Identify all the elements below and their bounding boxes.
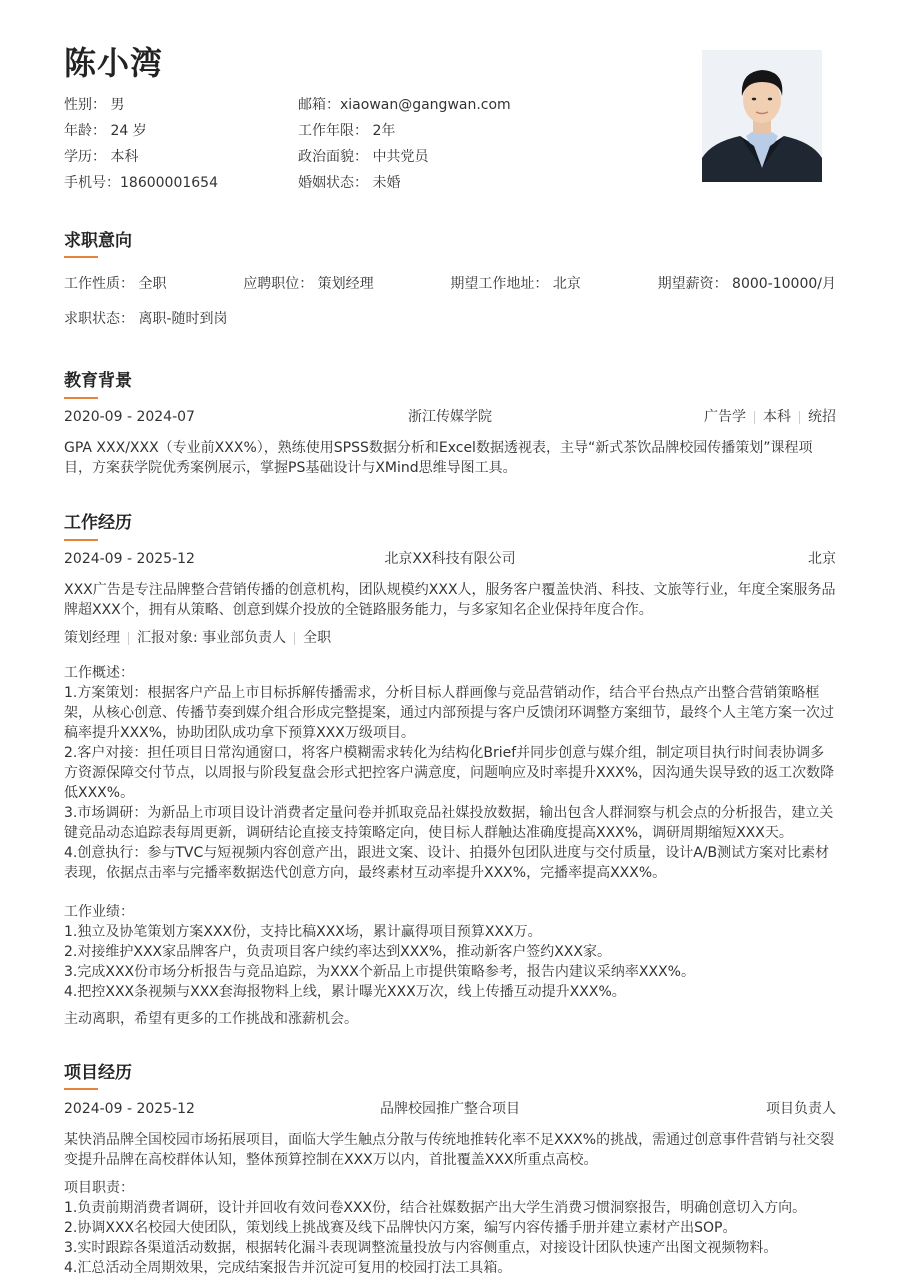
project-role: 项目负责人 [766, 1101, 836, 1117]
expected-salary: 期望薪资： 8000-10000/月 [657, 276, 836, 292]
project-row [64, 1099, 836, 1119]
section-title-education: 教育背景 [64, 371, 132, 391]
section-underline [64, 539, 98, 541]
marital-status: 婚姻状态： 未婚 [298, 175, 401, 191]
project-description: 某快消品牌全国校园市场拓展项目，面临大学生触点分散与传统地推转化率不足XXX%的挑战，需通过创意事件营销与社交裂变提升品牌在高校群体认知，整体预算控制在XXX万以内，首批覆盖XXX所重点高校。 [64, 1132, 835, 1168]
candidate-name: 陈小湾 [64, 44, 164, 82]
divider [799, 411, 800, 424]
result-item: 1.独立及协笔策划方案XXX份，支持比稿XXX场，累计赢得项目预算XXX万。 [64, 924, 542, 940]
job-status: 求职状态： 离职-随时到岗 [64, 311, 228, 327]
school-name: 浙江传媒学院 [408, 409, 492, 425]
results-label: 工作业绩： [64, 904, 134, 920]
gender: 性别： 男 [64, 97, 125, 113]
divider [754, 411, 755, 424]
duties-label: 项目职责： [64, 1180, 134, 1196]
work-overview [64, 663, 836, 883]
profile-photo [702, 50, 822, 182]
report-to: 汇报对象: 事业部负责人 [137, 630, 287, 646]
work-years: 工作年限： 2年 [298, 123, 396, 139]
education-level: 学历： 本科 [64, 149, 139, 165]
section-title-work: 工作经历 [64, 513, 132, 533]
education-date: 2020-09 - 2024-07 [64, 409, 195, 425]
intent-row [64, 273, 836, 293]
project-date: 2024-09 - 2025-12 [64, 1101, 195, 1117]
portrait-image [702, 50, 822, 182]
info-row [64, 173, 624, 199]
section-underline [64, 256, 98, 258]
expected-location: 期望工作地址： 北京 [450, 276, 581, 292]
study-mode: 统招 [808, 409, 836, 425]
work-role: 策划经理 [64, 630, 120, 646]
work-city: 北京 [808, 551, 836, 567]
job-type: 工作性质： 全职 [64, 276, 167, 292]
overview-label: 工作概述： [64, 665, 134, 681]
result-item: 2.对接维护XXX家品牌客户，负责项目客户续约率达到XXX%，推动新客户签约XXX家。 [64, 944, 611, 960]
info-row [64, 95, 624, 121]
info-row [64, 121, 624, 147]
duty-item: 3.实时跟踪各渠道活动数据，根据转化漏斗表现调整流量投放与内容侧重点，对接设计团队快速产出图文视频物料。 [64, 1240, 778, 1256]
result-item: 4.把控XXX条视频与XXX套海报物料上线，累计曝光XXX万次，线上传播互动提升XXX%。 [64, 984, 626, 1000]
applied-position: 应聘职位： 策划经理 [243, 276, 374, 292]
duty-item: 4.汇总活动全周期效果，完成结案报告并沉淀可复用的校园打法工具箱。 [64, 1260, 512, 1275]
email: 邮箱：xiaowan@gangwan.com [298, 97, 511, 113]
work-tags [64, 628, 331, 648]
education-meta [704, 407, 836, 427]
project-name: 品牌校园推广整合项目 [380, 1101, 520, 1117]
age: 年龄： 24 岁 [64, 123, 147, 139]
divider [294, 632, 295, 645]
result-item: 3.完成XXX份市场分析报告与竞品追踪，为XXX个新品上市提供策略参考，报告内建议采纳率XXX%。 [64, 964, 695, 980]
section-underline [64, 397, 98, 399]
duty-item: 2.协调XXX名校园大使团队，策划线上挑战赛及线下品牌快闪方案，编写内容传播手册并建立素材产出SOP。 [64, 1220, 737, 1236]
education-description: GPA XXX/XXX（专业前XXX%），熟练使用SPSS数据分析和Excel数据透视表，主导“新式茶饮品牌校园传播策划”课程项目，方案获学院优秀案例展示，掌握PS基础设计与XMind思维导图工具。 [64, 440, 813, 476]
divider [128, 632, 129, 645]
info-row [64, 147, 624, 173]
leave-reason: 主动离职，希望有更多的工作挑战和涨薪机会。 [64, 1011, 358, 1027]
employment-type: 全职 [303, 630, 332, 646]
duty-item: 1.负责前期消费者调研，设计并回收有效问卷XXX份，结合社媒数据产出大学生消费习惯洞察报告，明确创意切入方向。 [64, 1200, 807, 1216]
overview-item: 1.方案策划：根据客户产品上市目标拆解传播需求，分析目标人群画像与竞品营销动作，结合平台热点产出整合营销策略框架，从核心创意、传播节奏到媒介组合形成完整提案，通过内部预提与客户反馈闭环调整方案细节，最终个人主笔方案一次过稿率提升XXX%，协助团队成功拿下预算XXX万级项目。 [64, 685, 834, 741]
phone: 手机号：18600001654 [64, 175, 218, 191]
major: 广告学 [704, 409, 746, 425]
overview-item: 3.市场调研：为新品上市项目设计消费者定量问卷并抓取竞品社媒投放数据，输出包含人群洞察与机会点的分析报告，建立关键竞品动态追踪表每周更新，调研结论直接支持策略定向，使目标人群触达准确度提高XXX%，调研周期缩短XXX天。 [64, 805, 834, 841]
degree: 本科 [763, 409, 791, 425]
education-row [64, 407, 836, 427]
work-row [64, 549, 836, 569]
company-name: 北京XX科技有限公司 [384, 551, 516, 567]
work-date: 2024-09 - 2025-12 [64, 551, 195, 567]
project-duties [64, 1178, 836, 1275]
political-status: 政治面貌： 中共党员 [298, 149, 429, 165]
section-title-intent: 求职意向 [64, 231, 132, 251]
overview-item: 4.创意执行：参与TVC与短视频内容创意产出，跟进文案、设计、拍摄外包团队进度与交付质量，设计A/B测试方案对比素材表现，依据点击率与完播率数据迭代创意方向，最终素材互动率提升XXX%，完播率提高XXX%。 [64, 845, 830, 881]
company-intro: XXX广告是专注品牌整合营销传播的创意机构，团队规模约XXX人，服务客户覆盖快消、科技、文旅等行业，年度全案服务品牌超XXX个，拥有从策略、创意到媒介投放的全链路服务能力，与多家知名企业保持年度合作。 [64, 582, 836, 618]
section-title-project: 项目经历 [64, 1063, 132, 1083]
basic-info [64, 95, 624, 199]
work-results [64, 902, 836, 1002]
overview-item: 2.客户对接：担任项目日常沟通窗口，将客户模糊需求转化为结构化Brief并同步创意与媒介组，制定项目执行时间表协调多方资源保障交付节点，以周报与阶段复盘会形式把控客户满意度，问题响应及时率提升XXX%，因沟通失误导致的返工次数降低XXX%。 [64, 745, 835, 801]
section-underline [64, 1088, 98, 1090]
